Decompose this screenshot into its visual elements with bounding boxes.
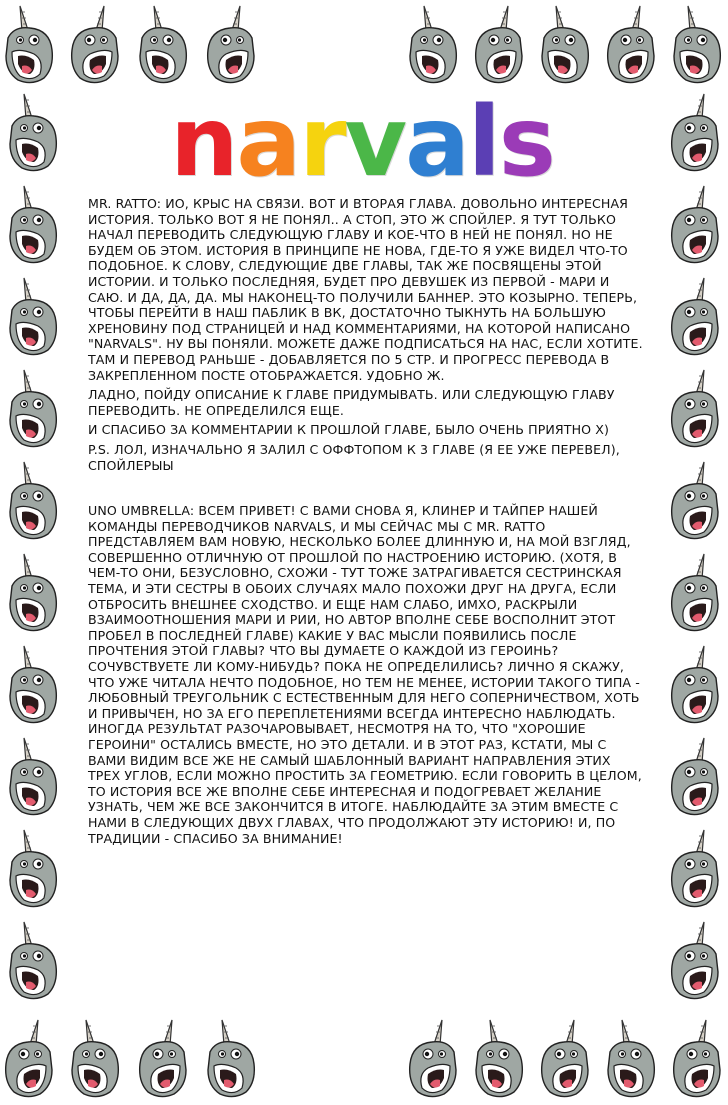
note-paragraph-5: UNO UMBRELLA: ВСЕМ ПРИВЕТ! С ВАМИ СНОВА Я, КЛИНЕР И ТАЙПЕР НАШЕЙ КОМАНДЫ ПЕРЕВОДЧИКОВ NARVALS, И МЫ СЕЙЧАС МЫ С MR. RATTO ПРЕДСТАВЛЯЕМ ВАМ НОВУЮ, НЕСКОЛЬКО БОЛЕЕ ДЛИННУЮ И, НА МОЙ ВЗГЛЯД, СОВЕРШЕННО ОТЛИЧНУЮ ОТ ПРОШЛОЙ ПО НАСТРОЕНИЮ ИСТОРИЮ. (ХОТЯ, В ЧЕМ-ТО ОНИ, БЕЗУСЛОВНО, СХОЖИ - ТУТ ТОЖЕ ЗАТРАГИВАЕТСЯ СЕСТРИНСКАЯ ТЕМА, И ЭТИ СЕСТРЫ В ОБОИХ СЛУЧАЯХ МАЛО ПОХОЖИ ДРУГ НА ДРУГА, ЕСЛИ ОТБРОСИТЬ ВНЕШНЕЕ СХОДСТВО. И ЕЩЕ НАМ СЛАБО, ИМХО, РАСКРЫЛИ ВЗАИМООТНОШЕНИЯ МАРИ И РИИ, НО АВТОР ВПОЛНЕ СЕБЕ ВОСПОЛНИТ ЭТОТ ПРОБЕЛ В ПОСЛЕДНЕЙ ГЛАВЕ) КАКИЕ У ВАС МЫСЛИ ПОЯВИЛИСЬ ПОСЛЕ ПРОЧТЕНИЯ ЭТОЙ ГЛАВЫ? ЧТО ВЫ ДУМАЕТЕ О КАЖДОЙ ИЗ ГЕРОИНЬ? СОЧУВСТВУЕТЕ ЛИ КОМУ-НИБУДЬ? ПОКА НЕ ОПРЕДЕЛИЛИСЬ? ЛИЧНО Я СКАЖУ, ЧТО УЖЕ ЧИТАЛА НЕЧТО ПОДОБНОЕ, НО ТЕМ НЕ МЕНЕЕ, ИСТОРИИ ТАКОГО ТИПА - ЛЮБОВНЫЙ ТРЕУГОЛЬНИК С ЕСТЕСТВЕННЫМ ДЛЯ НЕГО СОПЕРНИЧЕСТВОМ, ХОТЬ И ПРИВЫЧЕН, НО ЗА ЕГО ПЕРЕПЛЕТЕНИЯМИ ВСЕГДА ИНТЕРЕСНО НАБЛЮДАТЬ. ИНОГДА РЕЗУЛЬТАТ РАЗОЧАРОВЫВАЕТ, НЕСМОТРЯ НА ТО, ЧТО "ХОРОШИЕ ГЕРОИНИ" ОСТАЛИСЬ ВМЕСТЕ, НО ЭТО ДЕТАЛИ. И В ЭТОТ РАЗ, КСТАТИ, МЫ С ВАМИ ВИДИМ ВСЕ ЖЕ НЕ САМЫЙ ШАБЛОННЫЙ ВАРИАНТ НАПРАВЛЕНИЯ ЭТИХ ТРЕХ УГЛОВ, ЕСЛИ МОЖНО ПРОСТИТЬ ЗА ГЕОМЕТРИЮ. ЕСЛИ ГОВОРИТЬ В ЦЕЛОМ, ТО ИСТОРИЯ ВСЕ ЖЕ ВПОЛНЕ СЕБЕ ИНТЕРЕСНАЯ И ПОДОГРЕВАЕТ ЖЕЛАНИЕ УЗНАТЬ, ЧЕМ ЖЕ ВСЕ ЗАКОНЧИТСЯ В ИТОГЕ. НАБЛЮДАЙТЕ ЗА ЭТИМ ВМЕСТЕ С НАМИ В СЛЕДУЮЩИХ ДВУХ ГЛАВАХ, ЧТО ПРОДОЛЖАЮТ ЭТУ ИСТОРИЮ! И, ПО ТРАДИЦИИ - СПАСИБО ЗА ВНИМАНИЕ! xyxy=(88,503,642,846)
translator-notes xyxy=(88,196,644,850)
narwhal-icon xyxy=(404,4,462,86)
narwhal-icon xyxy=(666,460,724,542)
narwhal-icon xyxy=(666,276,724,358)
narwhal-icon xyxy=(404,1018,462,1100)
narwhal-icon xyxy=(666,920,724,1002)
narwhal-icon xyxy=(0,4,58,86)
narwhal-icon xyxy=(4,552,62,634)
title-letter: r xyxy=(299,86,345,198)
narwhal-icon xyxy=(4,920,62,1002)
narwhal-icon xyxy=(4,460,62,542)
narwhal-icon xyxy=(4,644,62,726)
narwhal-icon xyxy=(666,368,724,450)
narwhal-icon xyxy=(4,736,62,818)
narwhal-icon xyxy=(666,736,724,818)
title-letter: v xyxy=(344,86,406,198)
narwhal-icon xyxy=(0,1018,58,1100)
title-letter: a xyxy=(405,86,468,198)
narwhal-icon xyxy=(536,4,594,86)
narwhal-icon xyxy=(602,4,660,86)
narwhal-icon xyxy=(536,1018,594,1100)
narwhal-icon xyxy=(470,4,528,86)
narwhal-icon xyxy=(666,552,724,634)
narwhal-icon xyxy=(4,368,62,450)
title-letter: l xyxy=(467,86,499,198)
narwhal-icon xyxy=(202,4,260,86)
title-letter: a xyxy=(236,86,300,198)
narwhal-icon xyxy=(4,184,62,266)
note-paragraph-2: ЛАДНО, ПОЙДУ ОПИСАНИЕ К ГЛАВЕ ПРИДУМЫВАТЬ. ИЛИ СЛЕДУЮЩУЮ ГЛАВУ ПЕРЕВОДИТЬ. НЕ ОПРЕДЕЛИЛСЯ ЕЩЕ. xyxy=(88,387,615,418)
narwhal-icon xyxy=(134,1018,192,1100)
note-paragraph-1: MR. RATTO: ИО, КРЫС НА СВЯЗИ. ВОТ И ВТОРАЯ ГЛАВА. ДОВОЛЬНО ИНТЕРЕСНАЯ ИСТОРИЯ. ТОЛЬКО ВОТ Я НЕ ПОНЯЛ.. А СТОП, ЭТО Ж СПОЙЛЕР. Я ТУТ ТОЛЬКО НАЧАЛ ПЕРЕВОДИТЬ СЛЕДУЮЩУЮ ГЛАВУ И КОЕ-ЧТО В НЕЙ НЕ ПОНЯЛ. НО НЕ БУДЕМ ОБ ЭТОМ. ИСТОРИЯ В ПРИНЦИПЕ НЕ НОВА, ГДЕ-ТО Я УЖЕ ВИДЕЛ ЧТО-ТО ПОДОБНОЕ. К СЛОВУ, СЛЕДУЮЩИЕ ДВЕ ГЛАВЫ, ТАК ЖЕ ПОСВЯЩЕНЫ ЭТОЙ ИСТОРИИ. И ТОЛЬКО ПОСЛЕДНЯЯ, БУДЕТ ПРО ДЕВУШЕК ИЗ ПЕРВОЙ - МАРИ И САЮ. И ДА, ДА, ДА. МЫ НАКОНЕЦ-ТО ПОЛУЧИЛИ БАННЕР. ЭТО КОЗЫРНО. ТЕПЕРЬ, ЧТОБЫ ПЕРЕЙТИ В НАШ ПАБЛИК В ВК, ДОСТАТОЧНО ТЫКНУТЬ НА БОЛЬШУЮ ХРЕНОВИНУ ПОД СТРАНИЦЕЙ И НАД КОММЕНТАРИЯМИ, НА КОТОРОЙ НАПИСАНО "NARVALS". НУ ВЫ ПОНЯЛИ. МОЖЕТЕ ДАЖЕ ПОДПИСАТЬСЯ НА НАС, ЕСЛИ ХОТИТЕ. ТАМ И ПЕРЕВОД РАНЬШЕ - ДОБАВЛЯЕТСЯ ПО 5 СТР. И ПРОГРЕСС ПЕРЕВОДА В ЗАКРЕПЛЕННОМ ПОСТЕ ОТОБРАЖАЕТСЯ. УДОБНО Ж. xyxy=(88,196,643,383)
narwhal-icon xyxy=(134,4,192,86)
note-paragraph-3: И СПАСИБО ЗА КОММЕНТАРИИ К ПРОШЛОЙ ГЛАВЕ, БЫЛО ОЧЕНЬ ПРИЯТНО X) xyxy=(88,422,609,438)
narwhal-icon xyxy=(4,828,62,910)
page-title xyxy=(112,86,612,198)
narwhal-icon xyxy=(668,4,726,86)
narwhal-icon xyxy=(4,92,62,174)
title-letter: n xyxy=(170,86,237,198)
narwhal-icon xyxy=(666,828,724,910)
narwhal-icon xyxy=(66,1018,124,1100)
narwhal-icon xyxy=(666,92,724,174)
note-paragraph-4: P.S. ЛОЛ, ИЗНАЧАЛЬНО Я ЗАЛИЛ С ОФФТОПОМ К 3 ГЛАВЕ (Я ЕЕ УЖЕ ПЕРЕВЕЛ), СПОЙЛЕРЫЫ xyxy=(88,441,620,473)
narwhal-icon xyxy=(4,276,62,358)
narwhal-icon xyxy=(470,1018,528,1100)
narwhal-icon xyxy=(602,1018,660,1100)
narwhal-icon xyxy=(66,4,124,86)
narwhal-icon xyxy=(666,184,724,266)
narwhal-icon xyxy=(668,1018,726,1100)
narwhal-icon xyxy=(666,644,724,726)
title-letter: s xyxy=(498,86,554,198)
narwhal-icon xyxy=(202,1018,260,1100)
